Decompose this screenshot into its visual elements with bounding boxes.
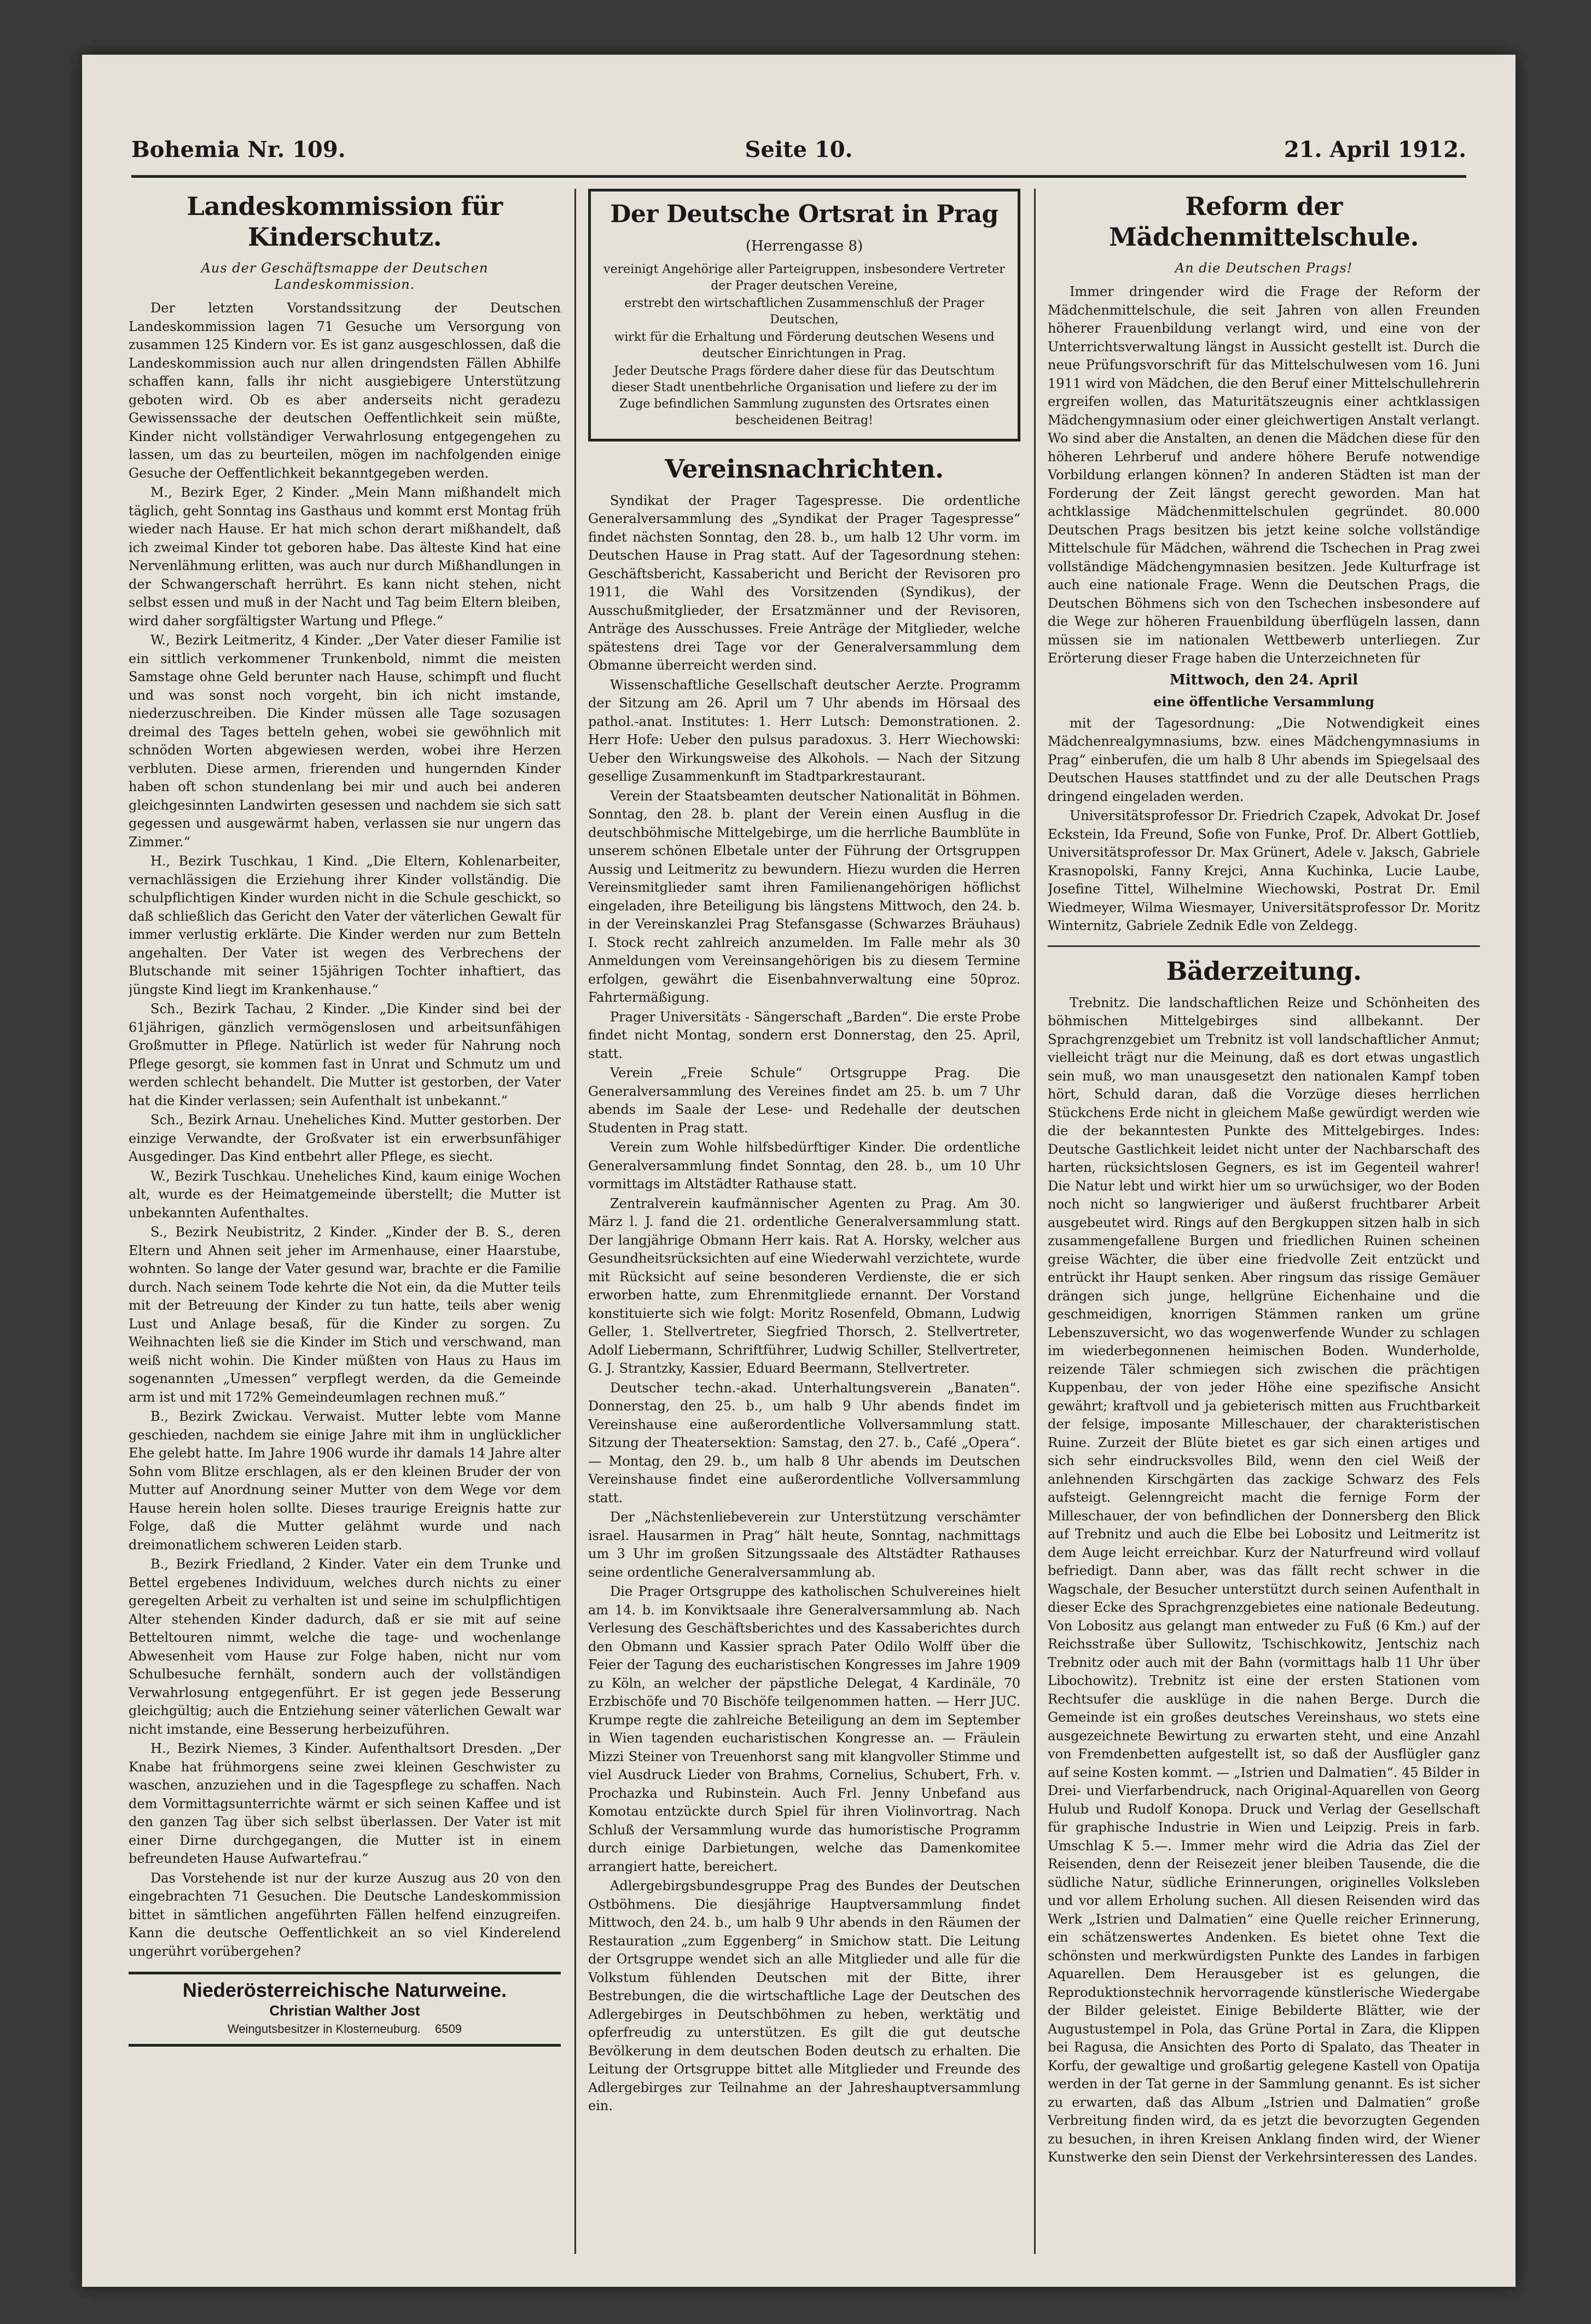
article-subtitle: An die Deutschen Prags!	[1175, 260, 1353, 276]
paragraph: Verein der Staatsbeamten deutscher Nationalität in Böhmen. Sonntag, den 28. b. plant der Verein einen Ausflug in die deutschböhmische Mittelgebirge, um die herrliche Baumblüte in unserem schönen Elbetale unter der Führung der Ortsgruppen Aussig und Leitmeritz zu bewundern. Hiezu wurden die Herren Vereinsmitglieder samt ihren Familienangehörigen höflichst eingeladen, ihre Beteiligung bis längstens Mittwoch, den 24. b. in der Vereinskanzlei Prag Stefansgasse (Schwarzes Bräuhaus) I. Stock recht zahlreich anzumelden. Im Falle mehr als 30 Anmeldungen vom Vereinsangehörigen bis zu diesem Termine erfolgen, gewährt die Eisenbahnverwaltung eine 50proz. Fahrtermäßigung.	[588, 788, 1020, 1005]
newspaper-page	[82, 55, 1515, 2287]
paragraph: Trebnitz. Die landschaftlichen Reize und Schönheiten des böhmischen Mittelgebirges sind allbekannt. Der Sprachgrenzgebiet um Trebnitz ist voll landschaftlicher Anmut; vielleicht trägt nur die Meinung, daß es dort etwas ungastlich sein muß, wo man unausgesetzt den nationalen Kampf toben hört, Schuld daran, daß die Vorzüge dieses herrlichen Stückchens Erde nicht in gleichem Maße gewürdigt werden wie die der bekanntesten Punkte des Mittelgebirges. Indes: Deutsche Gastlichkeit leidet nicht unter der Nachbarschaft des harten, rücksichtslosen Gegners, es ist im Gegenteil wahrer! Die Natur lebt und wirkt hier um so urwüchsiger, wo der Boden noch nicht so langwieriger und äußerst fruchtbarer Arbeit ausgebeutet wird. Rings auf den Bergkuppen sitzen halb in sich zusammengefallene Burgen und friedlichen Ruinen scheinen greise Wächter, die über eine friedvolle Zeit entzückt und entrückt ihr Haupt senken. Aber ringsum das rissige Gemäuer drängen sich junge, hellgrüne Eichenhaine und die geschmeidigen, knorrigen Stämmen ranken um grüne Lebenszuversicht, wo das wogenwerfende Wunder zu schlagen im wiederbegonnenen heimischen Boden. Wunderholde, reizende Täler schmiegen sich zwischen die prächtigen Kuppenbau, der von jeder Höhe eine spezifische Ansicht gewährt; kraftvoll und ja gebieterisch mitten aus Fruchtbarkeit der felsige, imposante Milleschauer, der charakteristischen Ruine. Zurzeit der Blüte bietet es gar sich einen artiges und sich sehr eindrucksvolles Bild, wenn den ciel Weiß der anlehnenden Kirschgärten das zackige Schwarz des Fels aufsteigt. Gelenngreicht macht die fernige Form der Milleschauer, der von befindlichen der Donnersberg den Blick auf Trebnitz und auch die Elbe bei Lobositz und Leitmeritz ist dem Auge leicht erreichbar. Kurz der Naturfreund wird vollauf befriedigt. Dann aber, was das fällt recht schwer in die Wagschale, der Besucher unterstützt durch seinen Aufenthalt in dieser Ecke des Sprachgrenzgebietes eine nationale Bedeutung. Von Lobositz aus gelangt man entweder zu Fuß (6 Km.) auf der Reichsstraße über Sullowitz, Tschischkowitz, Jentschiz nach Trebnitz oder auch mit der Bahn (vormittags halb 11 Uhr über Libochowitz). Trebnitz ist eine der ersten Stationen vom Rechtsufer die ausklüge in die nahen Berge. Durch die Gemeinde ist ein großes deutsches Vereinshaus, wo stets eine ausgezeichnete Bewirtung zu erwarten steht, und eine Anzahl von Fremdenbetten aufgestellt ist, so daß der Ausflügler ganz auf seine Kosten kommt. — „Istrien und Dalmatien“. 45 Bilder in Drei- und Vierfarbendruck, nach Original-Aquarellen von Georg Hulub und Rudolf Konopa. Druck und Verlag der Gesellschaft für graphische Industrie in Wien und Leipzig. Preis in farb. Umschlag K 5.—. Immer mehr wird die Adria das Ziel der Reisenden, denn der Reisezeit jener bleiben Tausende, die die südliche Natur, südliche Erinnerungen, originelles Volksleben und vor allem Erholung suchen. All diesen Reisenden wird das Werk „Istrien und Dalmatien“ eine Quelle reicher Erinnerung, ein schätzenswertes Andenken. Es bietet ohne Text die schönsten und merkwürdigsten Punkte des Landes in farbigen Aquarellen. Dem Herausgeber ist es gelungen, die Reproduktionstechnik hervorragende künstlerische Wiedergabe der Bilder geleistet. Einige Bebilderte Blätter, wie der Augustustempel in Pola, das Grüne Portal in Zara, die Klippen bei Ragusa, die Ansichten des Porto di Spalato, das Theater in Korfu, der gewaltige und großartig gelegene Kastell von Opatija werden in der Tat gerne in der Sammlung genannt. Es ist sicher zu erwarten, daß das Album „Istrien und Dalmatien“ große Verbreitung finden wird, da es jetzt die bevorzugten Gegenden zu besuchen, in ihren Kreisen Anklang finden wird, der Wiener Kunstwerke den sein Dienst der Verkehrsinteressen des Landes.	[1048, 995, 1480, 2165]
column-divider	[574, 189, 576, 2254]
paragraph: S., Bezirk Neubistritz, 2 Kinder. „Kinder der B. S., deren Eltern und Ahnen seit jeher im Armenhause, einer Haarstube, wohnten. So lange der Vater gesund war, brachte er die Familie durch. Nach seinem Tode kehrte die Not ein, da die Mutter teils mit der Betreuung der Kinder zu tun hatte, teils aber wenig Lust und Anlage besaß, für die Kinder zu sorgen. Zu Weihnachten ließ sie die Kinder im Stich und verschwand, man weiß nicht wohin. Die Kinder müßten von Haus zu Haus im sogenannten „Umessen“ verpflegt werden, da die Gemeinde arm ist und mit 172% Gemeindeumlagen rechnen muß.“	[129, 1224, 561, 1405]
column-middle	[588, 189, 1020, 2254]
paragraph: Der „Nächstenliebeverein zur Unterstützung verschämter israel. Hausarmen in Prag“ hält heute, Sonntag, nachmittags um 3 Uhr im großen Sitzungssaale des Altstädter Rathauses seine ordentliche Generalversammlung ab.	[588, 1509, 1020, 1580]
signatories: Universitätsprofessor Dr. Friedrich Czapek, Advokat Dr. Josef Eckstein, Ida Freund, Sofie von Funke, Prof. Dr. Albert Gottlieb, Universitätsprofessor Dr. Max Grünert, Adele v. Jaksch, Gabriele Krasnopolski, Fanny Krejci, Anna Kuchinka, Lucie Laube, Josefine Tittel, Wilhelmine Wiechowski, Postrat Dr. Emil Wiedmeyer, Wilma Wiesmayer, Universitätsprofessor Dr. Moritz Winternitz, Gabriele Zednik Edle von Zeldegg.	[1048, 808, 1480, 933]
box-title: Der Deutsche Ortsrat in Prag	[610, 200, 998, 228]
paragraph: Immer dringender wird die Frage der Reform der Mädchenmittelschule, die seit Jahren von allen Freunden höherer Frauenbildung verlangt wird, und eine von der Unterrichtsverwaltung längst in Aussicht gestellt ist. Durch die neue Prüfungsvorschrift für das Mittelschulwesen vom 16. Juni 1911 wird von Mädchen, die den Beruf einer Mittelschullehrerin ergreifen wollen, das Maturitätszeugnis einer achtklassigen Mädchengymnasium oder einer gleichwertigen Anstalt verlangt. Wo sind aber die Anstalten, an denen die Mädchen diese für den höheren Lehrberuf und andere höhere Berufe notwendige Vorbildung erlangen können? In anderen Städten ist man der Forderung der Zeit längst gerecht geworden. Man hat achtklassige Mädchenmittelschulen gegründet. 80.000 Deutschen Prags besitzen bis jetzt keine solche vollständige Mittelschule für Mädchen, während die Tschechen in Prag zwei vollständige Mädchengymnasien besitzen. Jede Kulturfrage ist auch eine nationale Frage. Wenn die Deutschen Prags, die Deutschen Böhmens sich von den Tschechen insbesondere auf die Wege zur höheren Frauenbildung überflügeln lassen, dann müssen sie im nationalen Wettbewerb unterliegen. Zur Erörterung dieser Frage haben die Unterzeichneten für	[1048, 284, 1480, 666]
meeting-title: eine öffentliche Versammlung	[1153, 694, 1374, 710]
article-title: Landeskommission für Kinderschutz.	[187, 191, 503, 252]
box-line: wirkt für die Erhaltung und Förderung deutschen Wesens und deutscher Einrichtungen in Prag.	[614, 330, 995, 361]
section-body	[588, 492, 1020, 2116]
paragraph: B., Bezirk Zwickau. Verwaist. Mutter lebte vom Manne geschieden, nachdem sie einige Jahre mit ihm in unglücklicher Ehe gelebt hatte. Im Jahre 1906 wurde ihr damals 14 Jahre alter Sohn vom Blitze erschlagen, als er den kleinen Bruder der von Mutter auf Anordnung seiner Mutter von dem Wege vor dem Hause herein holen sollte. Dieses traurige Ereignis hatte zur Folge, daß die Mutter gelähmt wurde und nach dreimonatlichem schweren Leiden starb.	[129, 1409, 561, 1553]
paragraph: Verein „Freie Schule“ Ortsgruppe Prag. Die Generalversammlung des Vereines findet am 25. b. um 7 Uhr abends im Saale der Lese- und Redehalle der deutschen Studenten in Prag statt.	[588, 1065, 1020, 1136]
ad-code: 6509	[435, 2022, 462, 2036]
paragraph: Syndikat der Prager Tagespresse. Die ordentliche Generalversammlung des „Syndikat der Prager Tagespresse“ findet nächsten Sonntag, den 28. b., um halb 12 Uhr vorm. im Deutschen Hause in Prag statt. Auf der Tagesordnung stehen: Geschäftsbericht, Kassabericht und Bericht der Revisoren pro 1911, die Wahl des Vorsitzenden (Syndikus), der Ausschußmitglieder, der Ersatzmänner und der Revisoren, Anträge des Ausschusses. Freie Anträge der Mitglieder, welche spätestens drei Tage vor der Generalversammlung dem Obmanne überreicht werden sind.	[588, 492, 1020, 673]
ad-line	[133, 2020, 556, 2038]
column-right	[1048, 189, 1480, 2254]
paragraph: Zentralverein kaufmännischer Agenten zu Prag. Am 30. März l. J. fand die 21. ordentliche Generalversammlung statt. Der langjährige Obmann Herr kais. Rat A. Horsky, welcher aus Gesundheitsrücksichten auf eine Wiederwahl verzichtete, wurde mit Rücksicht auf seine besonderen Verdienste, die er sich erworben hatte, zum Ehrenmitgliede ernannt. Der Vorstand konstituierte sich wie folgt: Moritz Rosenfeld, Obmann, Ludwig Geller, 1. Stellvertreter, Siegfried Thorsch, 2. Stellvertreter, Adolf Liebermann, Schriftführer, Ludwig Schiller, Stellvertreter, G. J. Strantzky, Kassier, Eduard Beermann, Stellvertreter.	[588, 1195, 1020, 1376]
issue-number: Bohemia Nr. 109.	[131, 137, 346, 162]
paragraph: Das Vorstehende ist nur der kurze Auszug aus 20 von den eingebrachten 71 Gesuchen. Die Deutsche Landeskommission bittet in sämtlichen angeführten Fällen helfend einzugreifen. Kann die deutsche Oeffentlichkeit an so viel Kinderelend ungerührt vorübergehen?	[129, 1870, 561, 1959]
column-left	[129, 189, 561, 2254]
ad-name: Christian Walther Jost	[269, 2002, 420, 2019]
article-title: Reform der Mädchenmittelschule.	[1109, 191, 1419, 252]
article-body	[129, 299, 561, 1961]
paragraph: Wissenschaftliche Gesellschaft deutscher Aerzte. Programm der Sitzung am 26. April um 7 Uhr abends im Hörsaal des pathol.-anat. Institutes: 1. Herr Lutsch: Demonstrationen. 2. Herr Hofe: Ueber den pulsus paradoxus. 3. Herr Wiechowski: Ueber den Wirkungsweise des Alkohols. — Nach der Sitzung gesellige Zusammenkunft im Stadtparkrestaurant.	[588, 677, 1020, 784]
box-subtitle: (Herrengasse 8)	[745, 238, 863, 254]
paragraph: H., Bezirk Tuschkau, 1 Kind. „Die Eltern, Kohlenarbeiter, vernachlässigen die Erziehung ihrer Kinder vollständig. Die schulpflichtigen Kinder wurden nicht in die Schule geschickt, so daß schließlich das Gericht den Vater der väterlichen Gewalt für immer verlustig erklärte. Die Kinder werden nur zum Betteln angehalten. Der Vater ist wegen des Verbrechens der Blutschande mit seiner 15jährigen Tochter inhaftiert, das jüngste Kind liegt im Krankenhause.“	[129, 853, 561, 997]
box-line: vereinigt Angehörige aller Parteigruppen, insbesondere Vertreter der Prager deutschen Vereine,	[603, 262, 1005, 293]
paragraph: mit der Tagesordnung: „Die Notwendigkeit eines Mädchenrealgymnasiums, bzw. eines Mädchengymnasiums in Prag“ einberufen, die um halb 8 Uhr abends im Spiegelsaal des Deutschen Hauses stattfindet und zu der alle Deutschen Prags dringend eingeladen werden.	[1048, 715, 1480, 804]
advertisement	[129, 1972, 561, 2047]
paragraph: Sch., Bezirk Tachau, 2 Kinder. „Die Kinder sind bei der 61jährigen, gänzlich vermögenslosen und arbeitsunfähigen Großmutter in Pflege. Natürlich ist weder für Nahrung noch Pflege gesorgt, sie kommen fast in Unrat und Schmutz um und werden schlecht behandelt. Die Mutter ist gestorben, der Vater hat die Kinder verlassen; sein Aufenthalt ist unbekannt.“	[129, 1001, 561, 1108]
section-divider	[1048, 945, 1480, 947]
paragraph: W., Bezirk Tuschkau. Uneheliches Kind, kaum einige Wochen alt, wurde es der Heimatgemeinde überstellt; die Mutter ist unbekannten Aufenthaltes.	[129, 1168, 561, 1221]
box-line: erstrebt den wirtschaftlichen Zusammenschluß der Prager Deutschen,	[624, 296, 984, 327]
paragraph: M., Bezirk Eger, 2 Kinder. „Mein Mann mißhandelt mich täglich, geht Sonntag ins Gasthaus und kommt erst Montag früh wieder nach Hause. Er hat mich schon derart mißhandelt, daß ich zweimal Kinder tot geboren habe. Das älteste Kind hat eine Nervenlähmung erlitten, was auch nur durch Mißhandlungen in der Schwangerschaft herrührt. Es kann nicht stehen, nicht selbst essen und muß in der Nacht und Tag beim Eltern bleiben, wird daher sorgfältigster Wartung und Pflege.“	[129, 485, 561, 629]
paragraph: Sch., Bezirk Arnau. Uneheliches Kind. Mutter gestorben. Der einzige Verwandte, der Großvater ist ein erwerbsunfähiger Ausgedinger. Das Kind entbehrt aller Pflege, es siecht.	[129, 1112, 561, 1164]
section-title: Vereinsnachrichten.	[665, 454, 944, 484]
issue-date: 21. April 1912.	[1284, 137, 1466, 162]
section-title: Bäderzeitung.	[1166, 956, 1362, 986]
ad-title: Niederösterreichische Naturweine.	[182, 1979, 507, 2001]
page-header	[131, 137, 1466, 178]
paragraph: Verein zum Wohle hilfsbedürftiger Kinder. Die ordentliche Generalversammlung findet Sonntag, den 28. b., um 10 Uhr vormittags im Altstädter Rathause statt.	[588, 1140, 1020, 1192]
meeting-date: Mittwoch, den 24. April	[1169, 671, 1358, 688]
article-subtitle: Aus der Geschäftsmappe der Deutschen Landeskommission.	[201, 260, 489, 292]
paragraph: Der letzten Vorstandssitzung der Deutschen Landeskommission lagen 71 Gesuche um Versorgung von zusammen 125 Kindern vor. Es ist ganz ausgeschlossen, daß die Landeskommission auch nur allen dringendsten Fällen Abhilfe schaffen kann, falls ihr nicht ausgiebigere Unterstützung geboten wird. Ob es aber anderseits nicht geradezu Gewissenssache der deutschen Oeffentlichkeit sein müßte, Kinder nicht vollständiger Verwahrlosung entgegengehen zu lassen, um das zu beurteilen, mögen im nachfolgenden einige Gesuche der Oeffentlichkeit bekanntgegeben werden.	[129, 300, 561, 481]
ad-address: Weingutsbesitzer in Klosterneuburg.	[227, 2022, 421, 2036]
box-line: Jeder Deutsche Prags fördere daher diese für das Deutschtum dieser Stadt unentbehrliche Organisation und liefere zu der im Zuge befindlichen Sammlung zugunsten des Ortsrates einen bescheidenen Beitrag!	[611, 364, 997, 427]
paragraph: B., Bezirk Friedland, 2 Kinder. Vater ein dem Trunke und Bettel ergebenes Individuum, welches durch nichts zu einer geregelten Arbeit zu verhalten ist und seine im schulpflichtigen Alter stehenden Kinder dadurch, daß er sie mit auf seine Betteltouren nimmt, welche die tage- und wochenlange Abwesenheit vom Hause zur Folge haben, nicht nur vom Schulbesuche fernhält, sondern auch der vollständigen Verwahrlosung entgegenführt. Er ist gegen jede Besserung gleichgültig; auch die Entziehung seiner väterlichen Gewalt war nicht imstande, eine Besserung herbeizuführen.	[129, 1556, 561, 1737]
paragraph: Prager Universitäts - Sängerschaft „Barden“. Die erste Probe findet nicht Montag, sondern erst Donnerstag, den 25. April, statt.	[588, 1009, 1020, 1061]
paragraph: Adlergebirgsbundesgruppe Prag des Bundes der Deutschen Ostböhmens. Die diesjährige Hauptversammlung findet Mittwoch, den 24. b., um halb 9 Uhr abends in den Räumen der Restauration „zum Eggenberg“ in Smichow statt. Die Leitung der Ortsgruppe wendet sich an alle Mitglieder und alle für die Volkstum fühlenden Deutschen mit der Bitte, ihrer Bestrebungen, die die wirtschaftliche Lage der Deutschen des Adlergebirges in Deutschböhmen zu heben, werktätig und opferfreudig zu unterstützen. Es gilt die gut deutsche Bevölkerung in dem deutschen Boden deutsch zu erhalten. Die Leitung der Ortsgruppe bittet alle Mitglieder und Freunde des Adlergebirges zur Teilnahme an der Jahreshauptversammlung ein.	[588, 1878, 1020, 2113]
column-divider	[1034, 189, 1036, 2254]
ortsrat-box	[588, 189, 1020, 441]
paragraph: W., Bezirk Leitmeritz, 4 Kinder. „Der Vater dieser Familie ist ein sittlich verkommener Trunkenbold, nimmt die meisten Samstage ohne Geld berunter nach Hause, schimpft und flucht und was sonst noch vorgeht, bin ich nicht imstande, niederzuschreiben. Die Kinder müssen alle Tage sozusagen dreimal des Tages betteln gehen, wobei sie gewöhnlich mit schnöden Worten abgewiesen werden, wobei ihre Herzen verbluten. Diese armen, frierenden und hungernden Kinder haben oft schon stundenlang bei mir und auch bei anderen gleichgesinnten Landwirten gesessen und nachdem sie sich satt gegessen und ausgewärmt haben, verlassen sie nur ungern das Zimmer.“	[129, 632, 561, 850]
paragraph: H., Bezirk Niemes, 3 Kinder. Aufenthaltsort Dresden. „Der Knabe hat frühmorgens seine zwei kleinen Geschwister zu waschen, anzuziehen und in die Tagespflege zu schaffen. Nach dem Vormittagsunterrichte wärmt er sich seinen Kaffee und ist den ganzen Tag über sich selbst überlassen. Der Vater ist mit einer Dirne durchgegangen, die Mutter ist in einem befreundeten Hause Aufwartefrau.“	[129, 1741, 561, 1866]
paragraph: Deutscher techn.-akad. Unterhaltungsverein „Banaten“. Donnerstag, den 25. b., um halb 9 Uhr abends findet im Vereinshause eine außerordentliche Vollversammlung statt. Sitzung der Theatersektion: Samstag, den 27. b., Café „Opera“. — Montag, den 29. b., um halb 8 Uhr abends im Deutschen Vereinshause findet eine außerordentliche Vollversammlung statt.	[588, 1380, 1020, 1506]
page-number: Seite 10.	[745, 137, 853, 162]
paragraph: Die Prager Ortsgruppe des katholischen Schulvereines hielt am 14. b. im Konviktsaale ihre Generalversammlung ab. Nach Verlesung des Geschäftsberichtes und des Kassaberichtes durch den Obmann und Kassier sprach Pater Odilo Wolff über die Feier der Tagung des eucharistischen Kongresses im Jahre 1909 zu Köln, an welcher der päpstliche Delegat, 4 Kardinäle, 70 Erzbischöfe und 70 Bischöfe teilgenommen hatten. — Herr JUC. Krumpe regte die zahlreiche Beteiligung an dem im September in Wien tagenden eucharistischen Kongresse an. — Fräulein Mizzi Steiner von Treuenhorst sang mit klangvoller Stimme und viel Ausdruck Lieder von Brahms, Cornelius, Schubert, Frh. v. Prochazka und Rubinstein. Auch Frl. Jenny Unbefand aus Komotau entzückte durch Spiel für ihren Violinvortrag. Nach Schluß der Versammlung wurde das humoristische Programm durch einige Darbietungen, welche das Damenkomitee arrangiert hatte, bereichert.	[588, 1584, 1020, 1874]
